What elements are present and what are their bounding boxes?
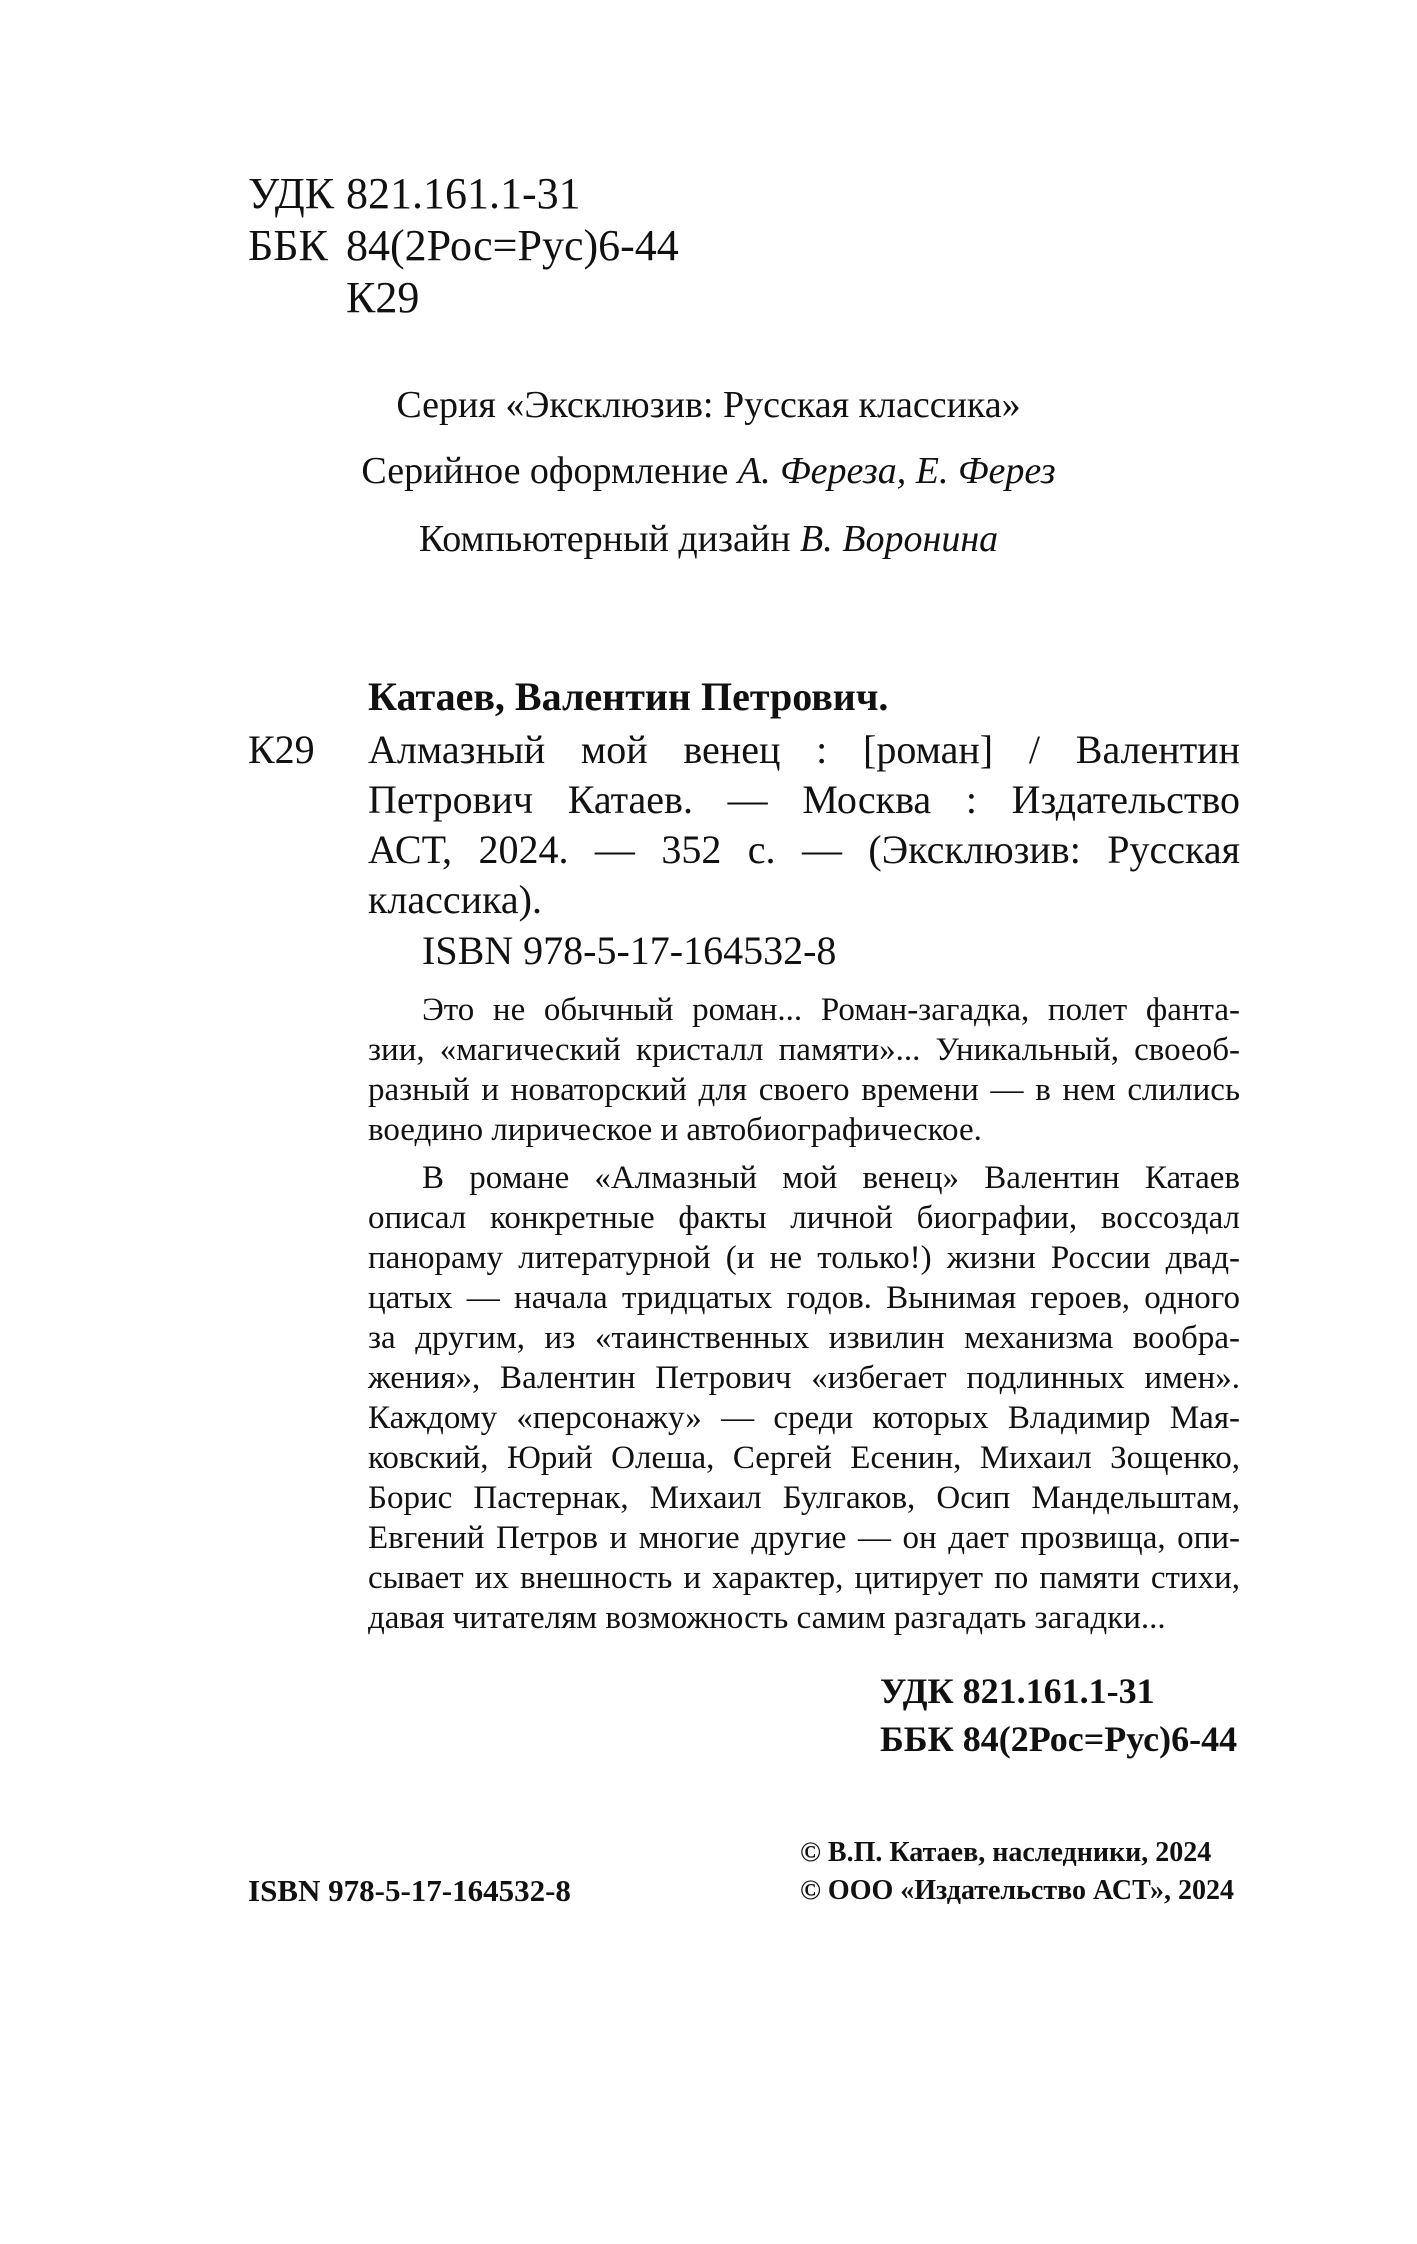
bbk-top	[248, 220, 679, 272]
author-heading: Катаев, Валентин Петрович.	[368, 674, 889, 719]
series-line	[0, 382, 1417, 428]
annotation-line: панораму литературной (и не только!) жизни России двад-	[368, 1240, 1240, 1276]
computer-design-line	[0, 516, 1417, 562]
series-design-line	[0, 448, 1417, 494]
annotation-line: сывает их внешность и характер, цитирует по памяти стихи,	[368, 1560, 1240, 1596]
annotation-line: Это не обычный роман... Роман-загадка, полет фанта-	[422, 992, 1240, 1028]
copyright-publisher: © ООО «Издательство АСТ», 2024	[800, 1875, 1235, 1906]
biblio-line: Алмазный мой венец : [роман] / Валентин	[368, 727, 1240, 772]
annotation-line: ковский, Юрий Олеша, Сергей Есенин, Михаил Зощенко,	[368, 1440, 1240, 1476]
udk-value: 821.161.1-31	[346, 169, 581, 218]
bbk-label: ББК	[248, 221, 328, 270]
isbn-entry: ISBN 978-5-17-164532-8	[422, 928, 837, 973]
series-design-label: Серийное оформление	[361, 450, 738, 492]
author-mark-entry: К29	[248, 727, 315, 772]
annotation-line: воедино лирическое и автобиографическое.	[368, 1112, 982, 1148]
annotation-paragraph-1	[368, 990, 1240, 1150]
annotation-line: жения», Валентин Петрович «избегает подлинных имен».	[368, 1360, 1240, 1396]
annotation-line: цатых — начала тридцатых годов. Вынимая героев, одного	[368, 1280, 1240, 1316]
annotation-line: за другим, из «таинственных извилин механизма вообра-	[368, 1320, 1240, 1356]
author-mark-top-row	[248, 272, 419, 324]
bibliographic-description	[368, 725, 1240, 925]
udk-label: УДК	[248, 169, 335, 218]
annotation-line: В романе «Алмазный мой венец» Валентин Катаев	[422, 1160, 1240, 1196]
isbn-footer: ISBN 978-5-17-164532-8	[248, 1873, 571, 1908]
bbk-bottom: ББК 84(2Рос=Рус)6-44	[880, 1719, 1238, 1759]
computer-design-name: В. Воронина	[800, 518, 999, 560]
annotation-paragraph-2	[368, 1158, 1240, 1638]
annotation-line: зии, «магический кристалл памяти»... Уникальный, своеоб-	[368, 1032, 1240, 1068]
author-mark-top: К29	[346, 273, 420, 322]
udk-bottom: УДК 821.161.1-31	[880, 1671, 1155, 1711]
bbk-value: 84(2Рос=Рус)6-44	[346, 221, 679, 270]
udk-top	[248, 168, 581, 220]
computer-design-label: Компьютерный дизайн	[418, 518, 801, 560]
series-text: Серия «Эксклюзив: Русская классика»	[396, 384, 1021, 426]
copyright-author: © В.П. Катаев, наследники, 2024	[800, 1837, 1212, 1868]
annotation-line: разный и новаторский для своего времени — в нем слились	[368, 1072, 1240, 1108]
annotation-line: описал конкретные факты личной биографии, воссоздал	[368, 1200, 1240, 1236]
biblio-line: классика).	[368, 877, 542, 922]
series-design-names: А. Фереза, Е. Ферез	[737, 450, 1056, 492]
annotation-line: Евгений Петров и многие другие — он дает прозвища, опи-	[368, 1520, 1240, 1556]
biblio-line: АСТ, 2024. — 352 с. — (Эксклюзив: Русская	[368, 827, 1240, 872]
annotation-line: Каждому «персонажу» — среди которых Владимир Мая-	[368, 1400, 1240, 1436]
biblio-line: Петрович Катаев. — Москва : Издательство	[368, 777, 1240, 822]
annotation-line: Борис Пастернак, Михаил Булгаков, Осип Мандельштам,	[368, 1480, 1240, 1516]
annotation-line: давая читателям возможность самим разгадать загадки...	[368, 1600, 1166, 1636]
